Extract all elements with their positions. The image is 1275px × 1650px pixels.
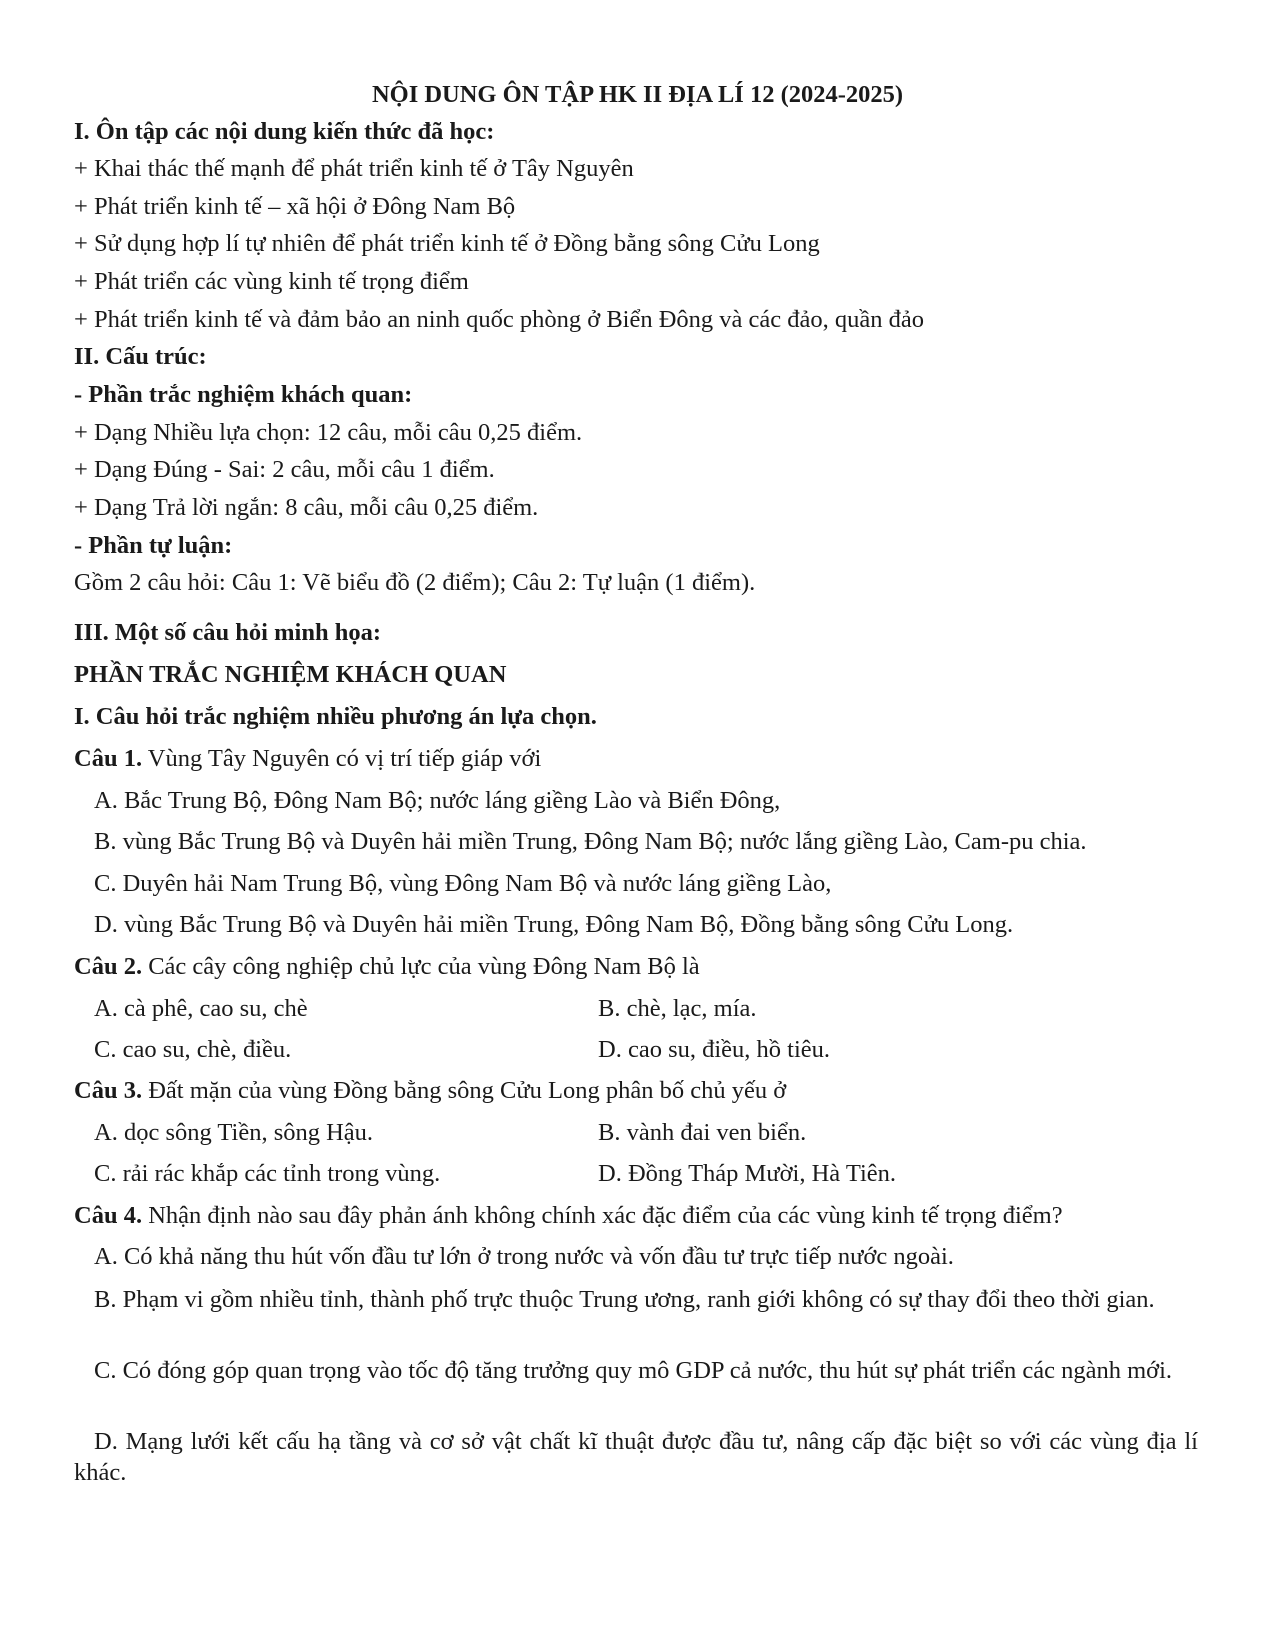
question-text: Đất mặn của vùng Đồng bằng sông Cửu Long phân bố chủ yếu ở (142, 1077, 787, 1104)
list-item: + Phát triển các vùng kinh tế trọng điểm (74, 268, 469, 295)
question-4 (74, 1201, 1063, 1231)
list-item: + Dạng Nhiều lựa chọn: 12 câu, mỗi câu 0,25 điểm. (74, 419, 583, 446)
question-text: Nhận định nào sau đây phản ánh không chính xác đặc điểm của các vùng kinh tế trọng điểm? (142, 1202, 1063, 1229)
option-d: D. vùng Bắc Trung Bộ và Duyên hải miền Trung, Đông Nam Bộ, Đồng bằng sông Cửu Long. (94, 911, 1014, 938)
option-a: A. Bắc Trung Bộ, Đông Nam Bộ; nước láng giềng Lào và Biển Đông, (94, 787, 781, 814)
question-3 (74, 1076, 786, 1106)
option-c: C. Duyên hải Nam Trung Bộ, vùng Đông Nam Bộ và nước láng giềng Lào, (94, 870, 832, 897)
section1-heading: I. Ôn tập các nội dung kiến thức đã học: (74, 118, 495, 145)
essay-heading: - Phần tự luận: (74, 532, 233, 559)
option-d: D. cao su, điều, hồ tiêu. (598, 1036, 831, 1063)
option-c: C. rải rác khắp các tỉnh trong vùng. (94, 1160, 441, 1187)
list-item: + Dạng Đúng - Sai: 2 câu, mỗi câu 1 điểm. (74, 456, 495, 483)
question-label: Câu 3. (74, 1077, 143, 1104)
list-item: + Sử dụng hợp lí tự nhiên để phát triển kinh tế ở Đồng bằng sông Cửu Long (74, 230, 820, 257)
option-a: A. Có khả năng thu hút vốn đầu tư lớn ở trong nước và vốn đầu tư trực tiếp nước ngoài. (94, 1243, 954, 1270)
mc-heading: - Phần trắc nghiệm khách quan: (74, 381, 413, 408)
list-item: + Phát triển kinh tế và đảm bảo an ninh quốc phòng ở Biển Đông và các đảo, quần đảo (74, 306, 925, 333)
sub-heading: I. Câu hỏi trắc nghiệm nhiều phương án lựa chọn. (74, 703, 597, 730)
question-2 (74, 952, 700, 982)
question-text: Vùng Tây Nguyên có vị trí tiếp giáp với (142, 745, 542, 772)
essay-text: Gồm 2 câu hỏi: Câu 1: Vẽ biểu đồ (2 điểm); Câu 2: Tự luận (1 điểm). (74, 569, 756, 596)
option-b: B. chè, lạc, mía. (598, 995, 757, 1022)
question-1 (74, 744, 541, 774)
list-item: + Khai thác thế mạnh để phát triển kinh tế ở Tây Nguyên (74, 155, 634, 182)
part-heading: PHẦN TRẮC NGHIỆM KHÁCH QUAN (74, 661, 507, 688)
option-c: C. cao su, chè, điều. (94, 1036, 292, 1063)
option-b: B. vành đai ven biển. (598, 1119, 807, 1146)
question-label: Câu 4. (74, 1202, 143, 1229)
document-title: NỘI DUNG ÔN TẬP HK II ĐỊA LÍ 12 (2024-2025) (371, 81, 904, 108)
section2-heading: II. Cấu trúc: (74, 343, 207, 370)
question-label: Câu 2. (74, 953, 143, 980)
option-d: D. Mạng lưới kết cấu hạ tầng và cơ sở vật chất kĩ thuật được đầu tư, nâng cấp đặc biệt so với các vùng địa lí khác. (74, 1428, 1198, 1486)
option-a: A. cà phê, cao su, chè (94, 995, 308, 1022)
option-b: B. Phạm vi gồm nhiều tỉnh, thành phố trực thuộc Trung ương, ranh giới không có sự thay đổi theo thời gian. (94, 1286, 1155, 1313)
option-a: A. dọc sông Tiền, sông Hậu. (94, 1119, 374, 1146)
question-text: Các cây công nghiệp chủ lực của vùng Đông Nam Bộ là (142, 953, 700, 980)
question-label: Câu 1. (74, 745, 143, 772)
option-c: C. Có đóng góp quan trọng vào tốc độ tăng trưởng quy mô GDP cả nước, thu hút sự phát triển các ngành mới. (94, 1357, 1173, 1384)
section3-heading: III. Một số câu hỏi minh họa: (74, 619, 381, 646)
list-item: + Phát triển kinh tế – xã hội ở Đông Nam Bộ (74, 193, 516, 220)
list-item: + Dạng Trả lời ngắn: 8 câu, mỗi câu 0,25 điểm. (74, 494, 539, 521)
option-b: B. vùng Bắc Trung Bộ và Duyên hải miền Trung, Đông Nam Bộ; nước lắng giềng Lào, Cam-pu chia. (94, 828, 1087, 855)
option-d: D. Đồng Tháp Mười, Hà Tiên. (598, 1160, 897, 1187)
